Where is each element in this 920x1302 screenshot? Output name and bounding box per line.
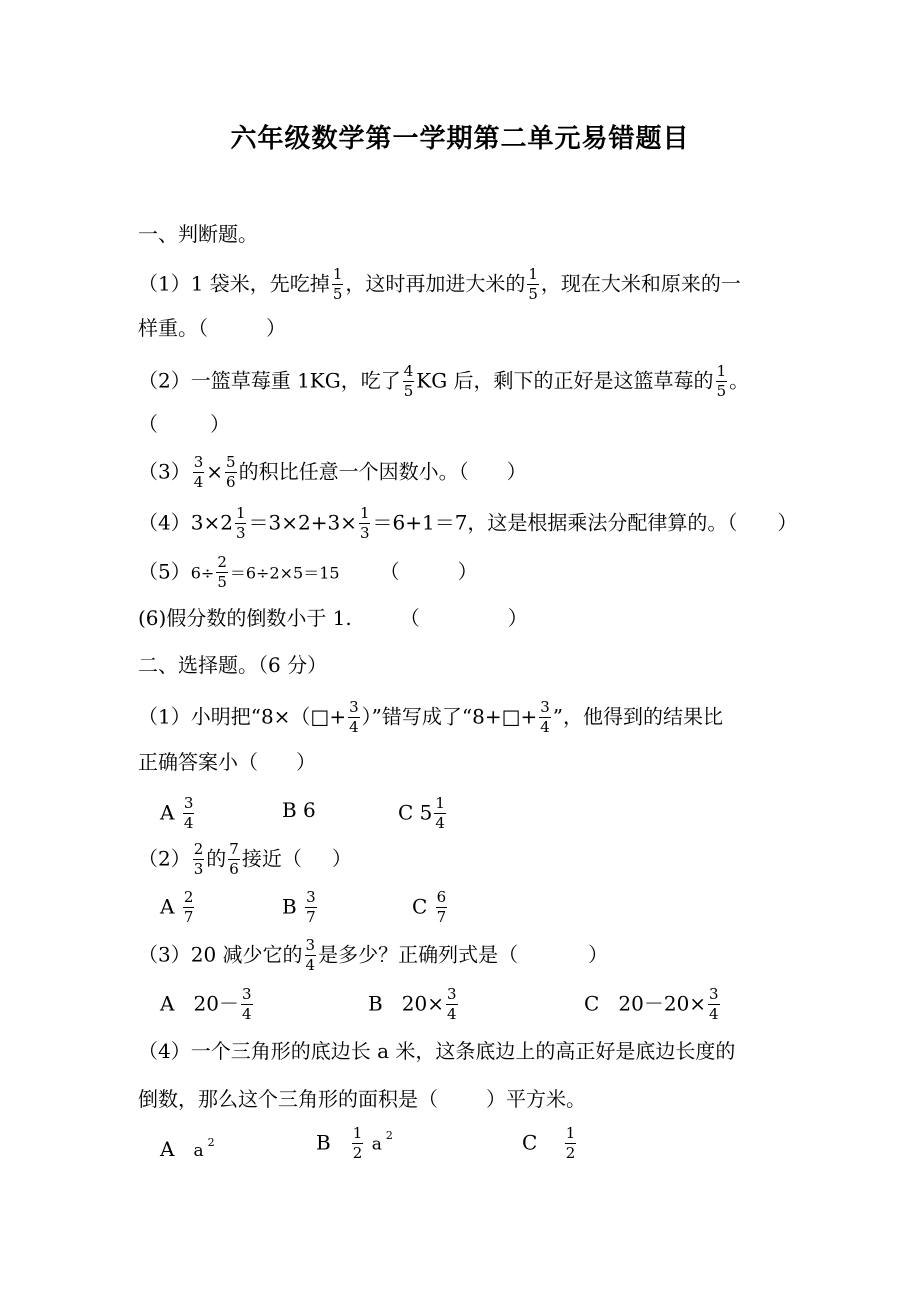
choice-q2-option-b[interactable]: B $\frac{3}{7}$ — [282, 888, 316, 926]
choice-q1-line2: 正确答案小（ ） — [138, 750, 316, 774]
judgment-q2-line1: （2）一篮草莓重 1KG，吃了 $\frac{4}{5}$ KG 后，剩下的正好是这篮草莓的 $\frac{1}{5}$ 。 — [138, 362, 750, 400]
choice-q4-line2: 倒数，那么这个三角形的面积是（ ）平方米。 — [138, 1087, 586, 1111]
choice-q3-option-c[interactable]: C 20－20× $\frac{3}{4}$ — [584, 985, 719, 1023]
choice-q4-option-b[interactable]: B $\frac{1}{2}$ a $^2$ — [316, 1124, 393, 1162]
page-title: 六年级数学第一学期第二单元易错题目 — [230, 124, 690, 154]
fraction: $\frac{2}{3}$ — [193, 840, 204, 878]
judgment-q6: (6)假分数的倒数小于 1. （ ） — [138, 606, 528, 630]
choice-q1-option-a[interactable]: A $\frac{3}{4}$ — [160, 794, 194, 832]
judgment-q4: （4）3×2 $\frac{1}{3}$ ＝3×2+3× $\frac{1}{3}$ ＝6+1＝7，这是根据乘法分配律算的。（ ） — [138, 504, 798, 542]
choice-q1-line1: （1）小明把“8×（□+ $\frac{3}{4}$ ）”错写成了“8+□+ $\frac{3}{4}$ ”，他得到的结果比 — [138, 698, 724, 736]
choice-q1-option-b[interactable]: B 6 — [282, 798, 316, 822]
judgment-q3: （3） $\frac{3}{4}$ × $\frac{5}{6}$ 的积比任意一个因数小。（ ） — [138, 453, 527, 491]
judgment-q1-line2: 样重。（ ） — [138, 316, 286, 340]
fraction: $\frac{1}{5}$ — [528, 265, 538, 303]
section-heading-judgment: 一、判断题。 — [138, 222, 258, 246]
fraction: $\frac{7}{6}$ — [229, 840, 239, 878]
judgment-q1-line1: （1）1 袋米，先吃掉 $\frac{1}{5}$ ，这时再加进大米的 $\frac{1}{5}$ ，现在大米和原来的一 — [138, 265, 741, 303]
fraction: $\frac{2}{5}$ — [217, 553, 227, 591]
choice-q1-option-c[interactable]: C 5 $\frac{1}{4}$ — [398, 794, 445, 832]
section-heading-choice: 二、选择题。（6 分） — [138, 653, 328, 677]
fraction: $\frac{1}{5}$ — [332, 265, 343, 303]
choice-q2: （2） $\frac{2}{3}$ 的 $\frac{7}{6}$ 接近（ ） — [138, 840, 352, 878]
choice-q3-option-b[interactable]: B 20× $\frac{3}{4}$ — [368, 985, 457, 1023]
choice-q2-option-c[interactable]: C $\frac{6}{7}$ — [412, 888, 447, 926]
fraction: $\frac{4}{5}$ — [403, 362, 414, 400]
fraction: $\frac{3}{4}$ — [305, 936, 316, 974]
fraction: $\frac{3}{4}$ — [540, 698, 550, 736]
fraction: $\frac{1}{3}$ — [359, 504, 370, 542]
choice-q4-line1: （4）一个三角形的底边长 a 米，这条底边上的高正好是底边长度的 — [138, 1039, 736, 1063]
fraction: $\frac{3}{4}$ — [349, 698, 359, 736]
choice-q2-option-a[interactable]: A $\frac{2}{7}$ — [160, 888, 194, 926]
fraction: $\frac{3}{4}$ — [193, 453, 204, 491]
fraction: $\frac{1}{5}$ — [716, 362, 727, 400]
choice-q3: （3）20 减少它的 $\frac{3}{4}$ 是多少？正确列式是（ ） — [138, 936, 609, 974]
choice-q4-option-c[interactable]: C $\frac{1}{2}$ — [522, 1124, 576, 1162]
fraction: $\frac{1}{3}$ — [235, 504, 246, 542]
choice-q3-option-a[interactable]: A 20－ $\frac{3}{4}$ — [160, 985, 252, 1023]
judgment-q5: （5）6÷ $\frac{2}{5}$ ＝6÷2×5＝15 （ ） — [138, 553, 478, 591]
fraction: $\frac{5}{6}$ — [226, 453, 236, 491]
judgment-q2-line2: （ ） — [138, 412, 230, 436]
choice-q4-option-a[interactable]: A a $^2$ — [160, 1136, 215, 1161]
